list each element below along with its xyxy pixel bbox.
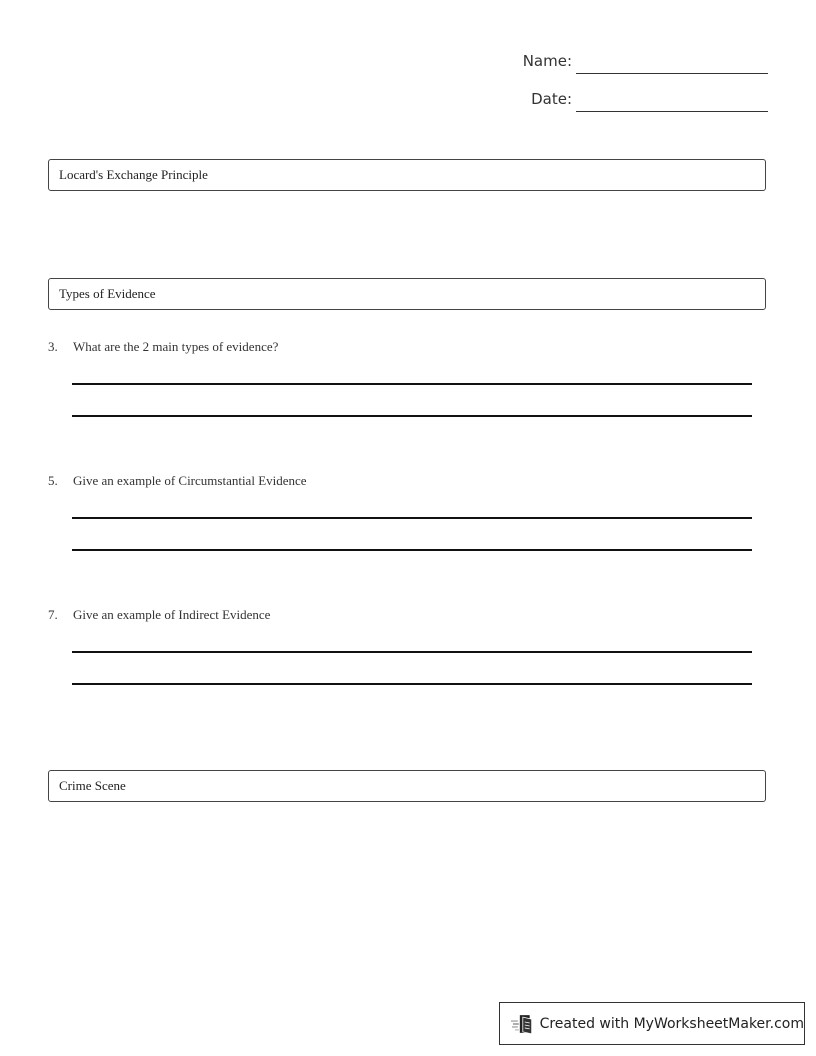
answer-line[interactable]	[72, 683, 752, 685]
answer-line[interactable]	[72, 651, 752, 653]
section-header-crime-scene	[48, 770, 766, 802]
answer-line[interactable]	[72, 415, 752, 417]
answer-line[interactable]	[72, 517, 752, 519]
worksheet-logo-icon	[510, 1013, 536, 1035]
section-header-types-of-evidence	[48, 278, 766, 310]
section-title: Types of Evidence	[59, 286, 156, 301]
badge-text: Created with MyWorksheetMaker.com	[539, 1015, 804, 1032]
date-label: Date:	[531, 90, 572, 108]
answer-line[interactable]	[72, 549, 752, 551]
section-title: Locard's Exchange Principle	[59, 167, 208, 182]
date-field-line[interactable]	[576, 111, 768, 112]
section-header-locards-exchange-principle	[48, 159, 766, 191]
section-title: Crime Scene	[59, 778, 126, 793]
question-text: Give an example of Indirect Evidence	[73, 607, 271, 622]
question-number: 7.	[48, 607, 58, 622]
name-label: Name:	[522, 52, 572, 70]
created-with-badge[interactable]	[499, 1002, 805, 1045]
name-field-line[interactable]	[576, 73, 768, 74]
question-number: 3.	[48, 339, 58, 354]
question-text: Give an example of Circumstantial Evidence	[73, 473, 307, 488]
question-number: 5.	[48, 473, 58, 488]
answer-line[interactable]	[72, 383, 752, 385]
question-text: What are the 2 main types of evidence?	[73, 339, 279, 354]
